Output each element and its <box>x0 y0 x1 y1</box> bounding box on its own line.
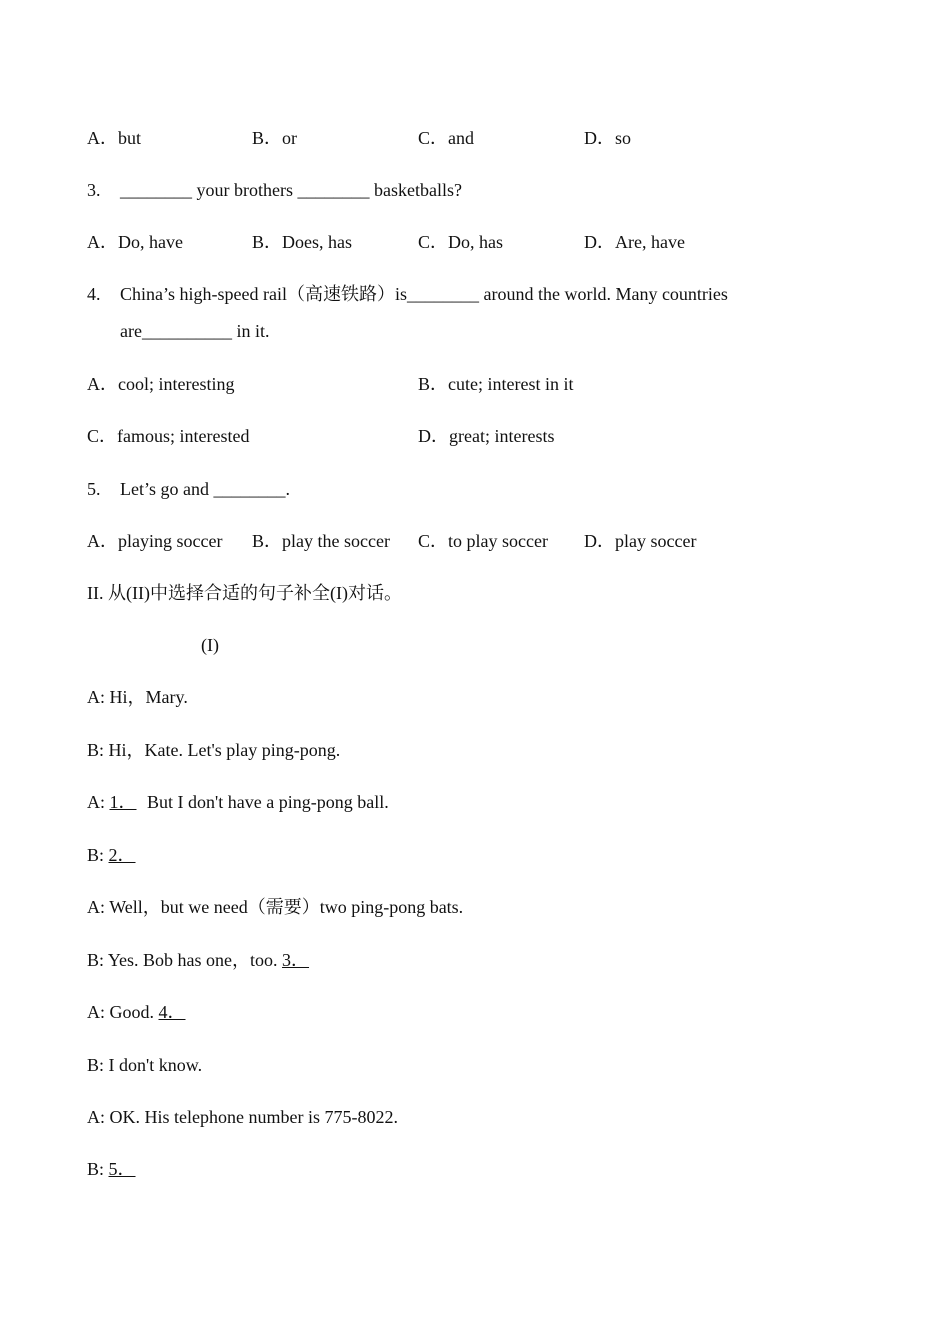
speaker: B: <box>87 845 109 865</box>
dialogue-text: Well，but we need（需要）two ping-pong bats. <box>109 897 464 917</box>
dialogue-line <box>87 1158 142 1180</box>
q3-option-b: B．Does, has <box>252 232 352 252</box>
dialogue-line <box>87 686 188 708</box>
dialogue-text: Hi，Kate. Let's play ping-pong. <box>108 740 341 760</box>
speaker: B: <box>87 1159 109 1179</box>
dialogue-text: Good. <box>109 1002 159 1022</box>
speaker: B: <box>87 950 108 970</box>
q3-option-a: A．Do, have <box>87 232 183 252</box>
q5-option-d: D．play soccer <box>584 531 697 551</box>
answer-blank: 5． <box>108 1159 136 1179</box>
blank: __________ <box>141 321 232 341</box>
q4-option-a: A．cool; interesting <box>87 374 235 394</box>
question-text: China’s high-speed rail（高速铁路）is <box>120 284 407 304</box>
speaker: A: <box>87 792 110 812</box>
question-text: Let’s go and <box>120 479 214 499</box>
question-5 <box>87 478 290 500</box>
q4-option-c: C．famous; interested <box>87 426 250 446</box>
question-3 <box>87 179 462 201</box>
question-number: 3. <box>87 180 101 200</box>
question-text: are <box>120 321 142 341</box>
answer-blank: 1． <box>109 792 137 812</box>
blank: ________ <box>213 479 286 499</box>
q3-option-d: D．Are, have <box>584 232 685 252</box>
q4-option-b: B．cute; interest in it <box>418 374 574 394</box>
speaker: B: <box>87 740 109 760</box>
dialogue-text: OK. His telephone number is 775-8022. <box>109 1107 398 1127</box>
q2-option-c: C．and <box>418 128 474 148</box>
answer-blank: 3． <box>282 950 310 970</box>
speaker: A: <box>87 1107 110 1127</box>
dialogue-text: I don't know. <box>108 1055 203 1075</box>
dialogue-line <box>87 791 389 813</box>
dialogue-text: Hi，Mary. <box>109 687 188 707</box>
speaker: A: <box>87 1002 110 1022</box>
dialogue-line <box>87 1001 192 1023</box>
dialogue-line <box>87 739 340 761</box>
section-2-title: II. 从(II)中选择合适的句子补全(I)对话。 <box>87 583 402 603</box>
question-text: . <box>285 479 290 499</box>
blank: ________ <box>297 180 370 200</box>
q2-option-d: D．so <box>584 128 632 148</box>
q5-option-c: C．to play soccer <box>418 531 548 551</box>
dialogue-line <box>87 949 315 971</box>
speaker: B: <box>87 1055 109 1075</box>
question-text: your brothers <box>192 180 298 200</box>
dialogue-text: Yes. Bob has one，too. <box>107 950 283 970</box>
q5-option-a: A．playing soccer <box>87 531 223 551</box>
dialogue-text: But I don't have a ping-pong ball. <box>142 792 389 812</box>
question-4 <box>87 283 728 305</box>
question-text: basketballs? <box>369 180 462 200</box>
speaker: A: <box>87 687 110 707</box>
q5-option-b: B．play the soccer <box>252 531 390 551</box>
question-4-line-2 <box>120 320 270 342</box>
q4-option-d: D．great; interests <box>418 426 555 446</box>
blank: ________ <box>120 180 192 200</box>
dialogue-line <box>87 844 142 866</box>
question-number: 5. <box>87 479 101 499</box>
question-text: in it. <box>231 321 270 341</box>
blank: ________ <box>406 284 479 304</box>
answer-blank: 2． <box>108 845 136 865</box>
dialogue-line <box>87 1054 202 1076</box>
dialogue-line <box>87 1106 398 1128</box>
q2-option-a: A．but <box>87 128 141 148</box>
question-number: 4. <box>87 284 101 304</box>
q3-option-c: C．Do, has <box>418 232 503 252</box>
answer-blank: 4． <box>158 1002 186 1022</box>
speaker: A: <box>87 897 110 917</box>
q2-option-b: B．or <box>252 128 297 148</box>
section-2-subheading: (I) <box>201 635 219 655</box>
dialogue-line <box>87 896 463 918</box>
question-text: around the world. Many countries <box>478 284 728 304</box>
